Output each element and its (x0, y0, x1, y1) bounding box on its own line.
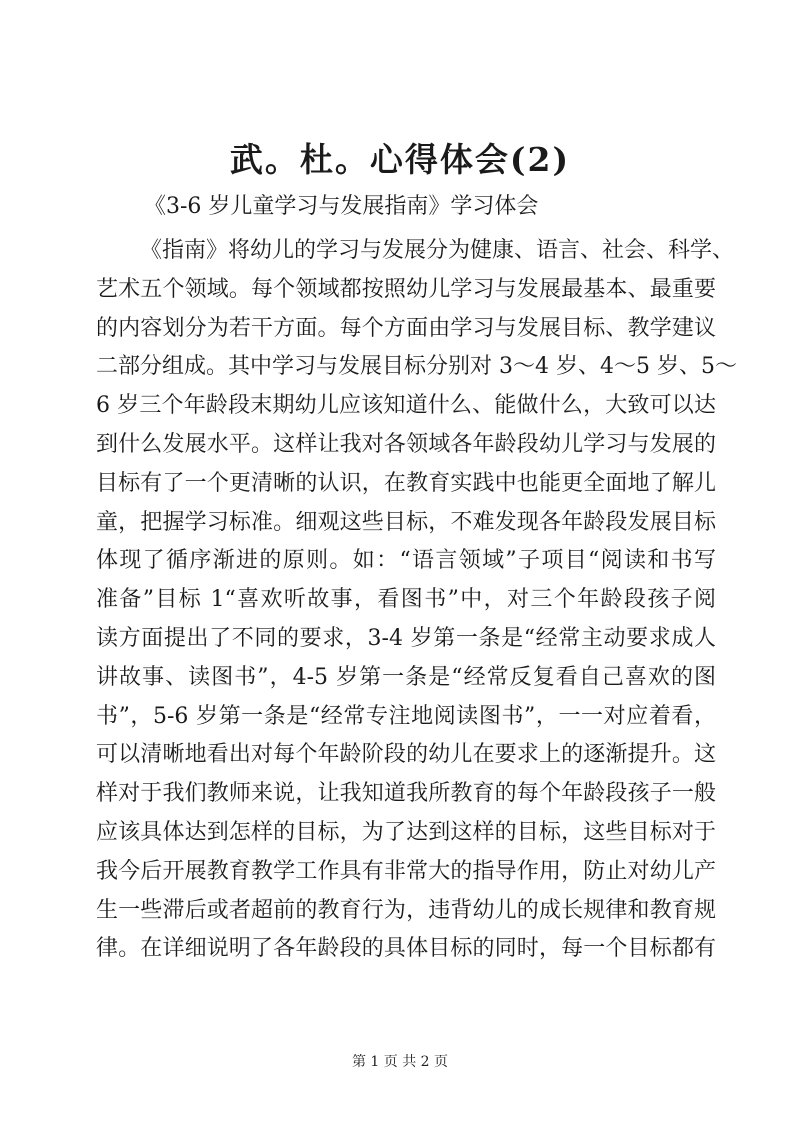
body-line: 讲故事、读图书”，4-5 岁第一条是“经常反复看自己喜欢的图 (96, 664, 716, 690)
body-line: 样对于我们教师来说，让我知道我所教育的每个年龄段孩子一般 (96, 781, 716, 807)
body-line: 我今后开展教育教学工作具有非常大的指导作用，防止对幼儿产 (96, 858, 716, 884)
body-paragraph (96, 232, 737, 969)
body-line: 艺术五个领域。每个领域都按照幼儿学习与发展最基本、最重要 (96, 276, 716, 302)
body-line: 《指南》将幼儿的学习与发展分为健康、语言、社会、科学、 (140, 238, 735, 263)
document-subtitle: 《3-6 岁儿童学习与发展指南》学习体会 (144, 194, 539, 219)
body-line: 目标有了一个更清晰的认识，在教育实践中也能更全面地了解儿 (96, 470, 716, 496)
page-footer: 第 1 页 共 2 页 (351, 1054, 449, 1070)
body-line: 律。在详细说明了各年龄段的具体目标的同时，每一个目标都有 (96, 936, 716, 962)
body-line: 童，把握学习标准。细观这些目标，不难发现各年龄段发展目标 (96, 509, 716, 535)
body-line: 读方面提出了不同的要求，3-4 岁第一条是“经常主动要求成人 (96, 625, 716, 651)
document-title: 武。杜。心得体会(2) (229, 140, 571, 179)
body-line: 可以清晰地看出对每个年龄阶段的幼儿在要求上的逐渐提升。这 (96, 742, 716, 768)
body-line: 应该具体达到怎样的目标，为了达到这样的目标，这些目标对于 (96, 819, 716, 845)
body-line: 的内容划分为若干方面。每个方面由学习与发展目标、教学建议 (96, 315, 716, 341)
body-line: 到什么发展水平。这样让我对各领域各年龄段幼儿学习与发展的 (96, 431, 716, 457)
body-line: 二部分组成。其中学习与发展目标分别对 3～4 岁、4～5 岁、5～ (96, 354, 737, 380)
body-line: 体现了循序渐进的原则。如：“语言领域”子项目“阅读和书写 (96, 548, 716, 574)
body-line: 6 岁三个年龄段末期幼儿应该知道什么、能做什么，大致可以达 (96, 393, 716, 419)
body-line: 书”，5-6 岁第一条是“经常专注地阅读图书”，一一对应着看， (96, 703, 716, 729)
body-line: 生一些滞后或者超前的教育行为，违背幼儿的成长规律和教育规 (96, 897, 716, 923)
body-line: 准备”目标 1“喜欢听故事，看图书”中，对三个年龄段孩子阅 (96, 587, 716, 613)
